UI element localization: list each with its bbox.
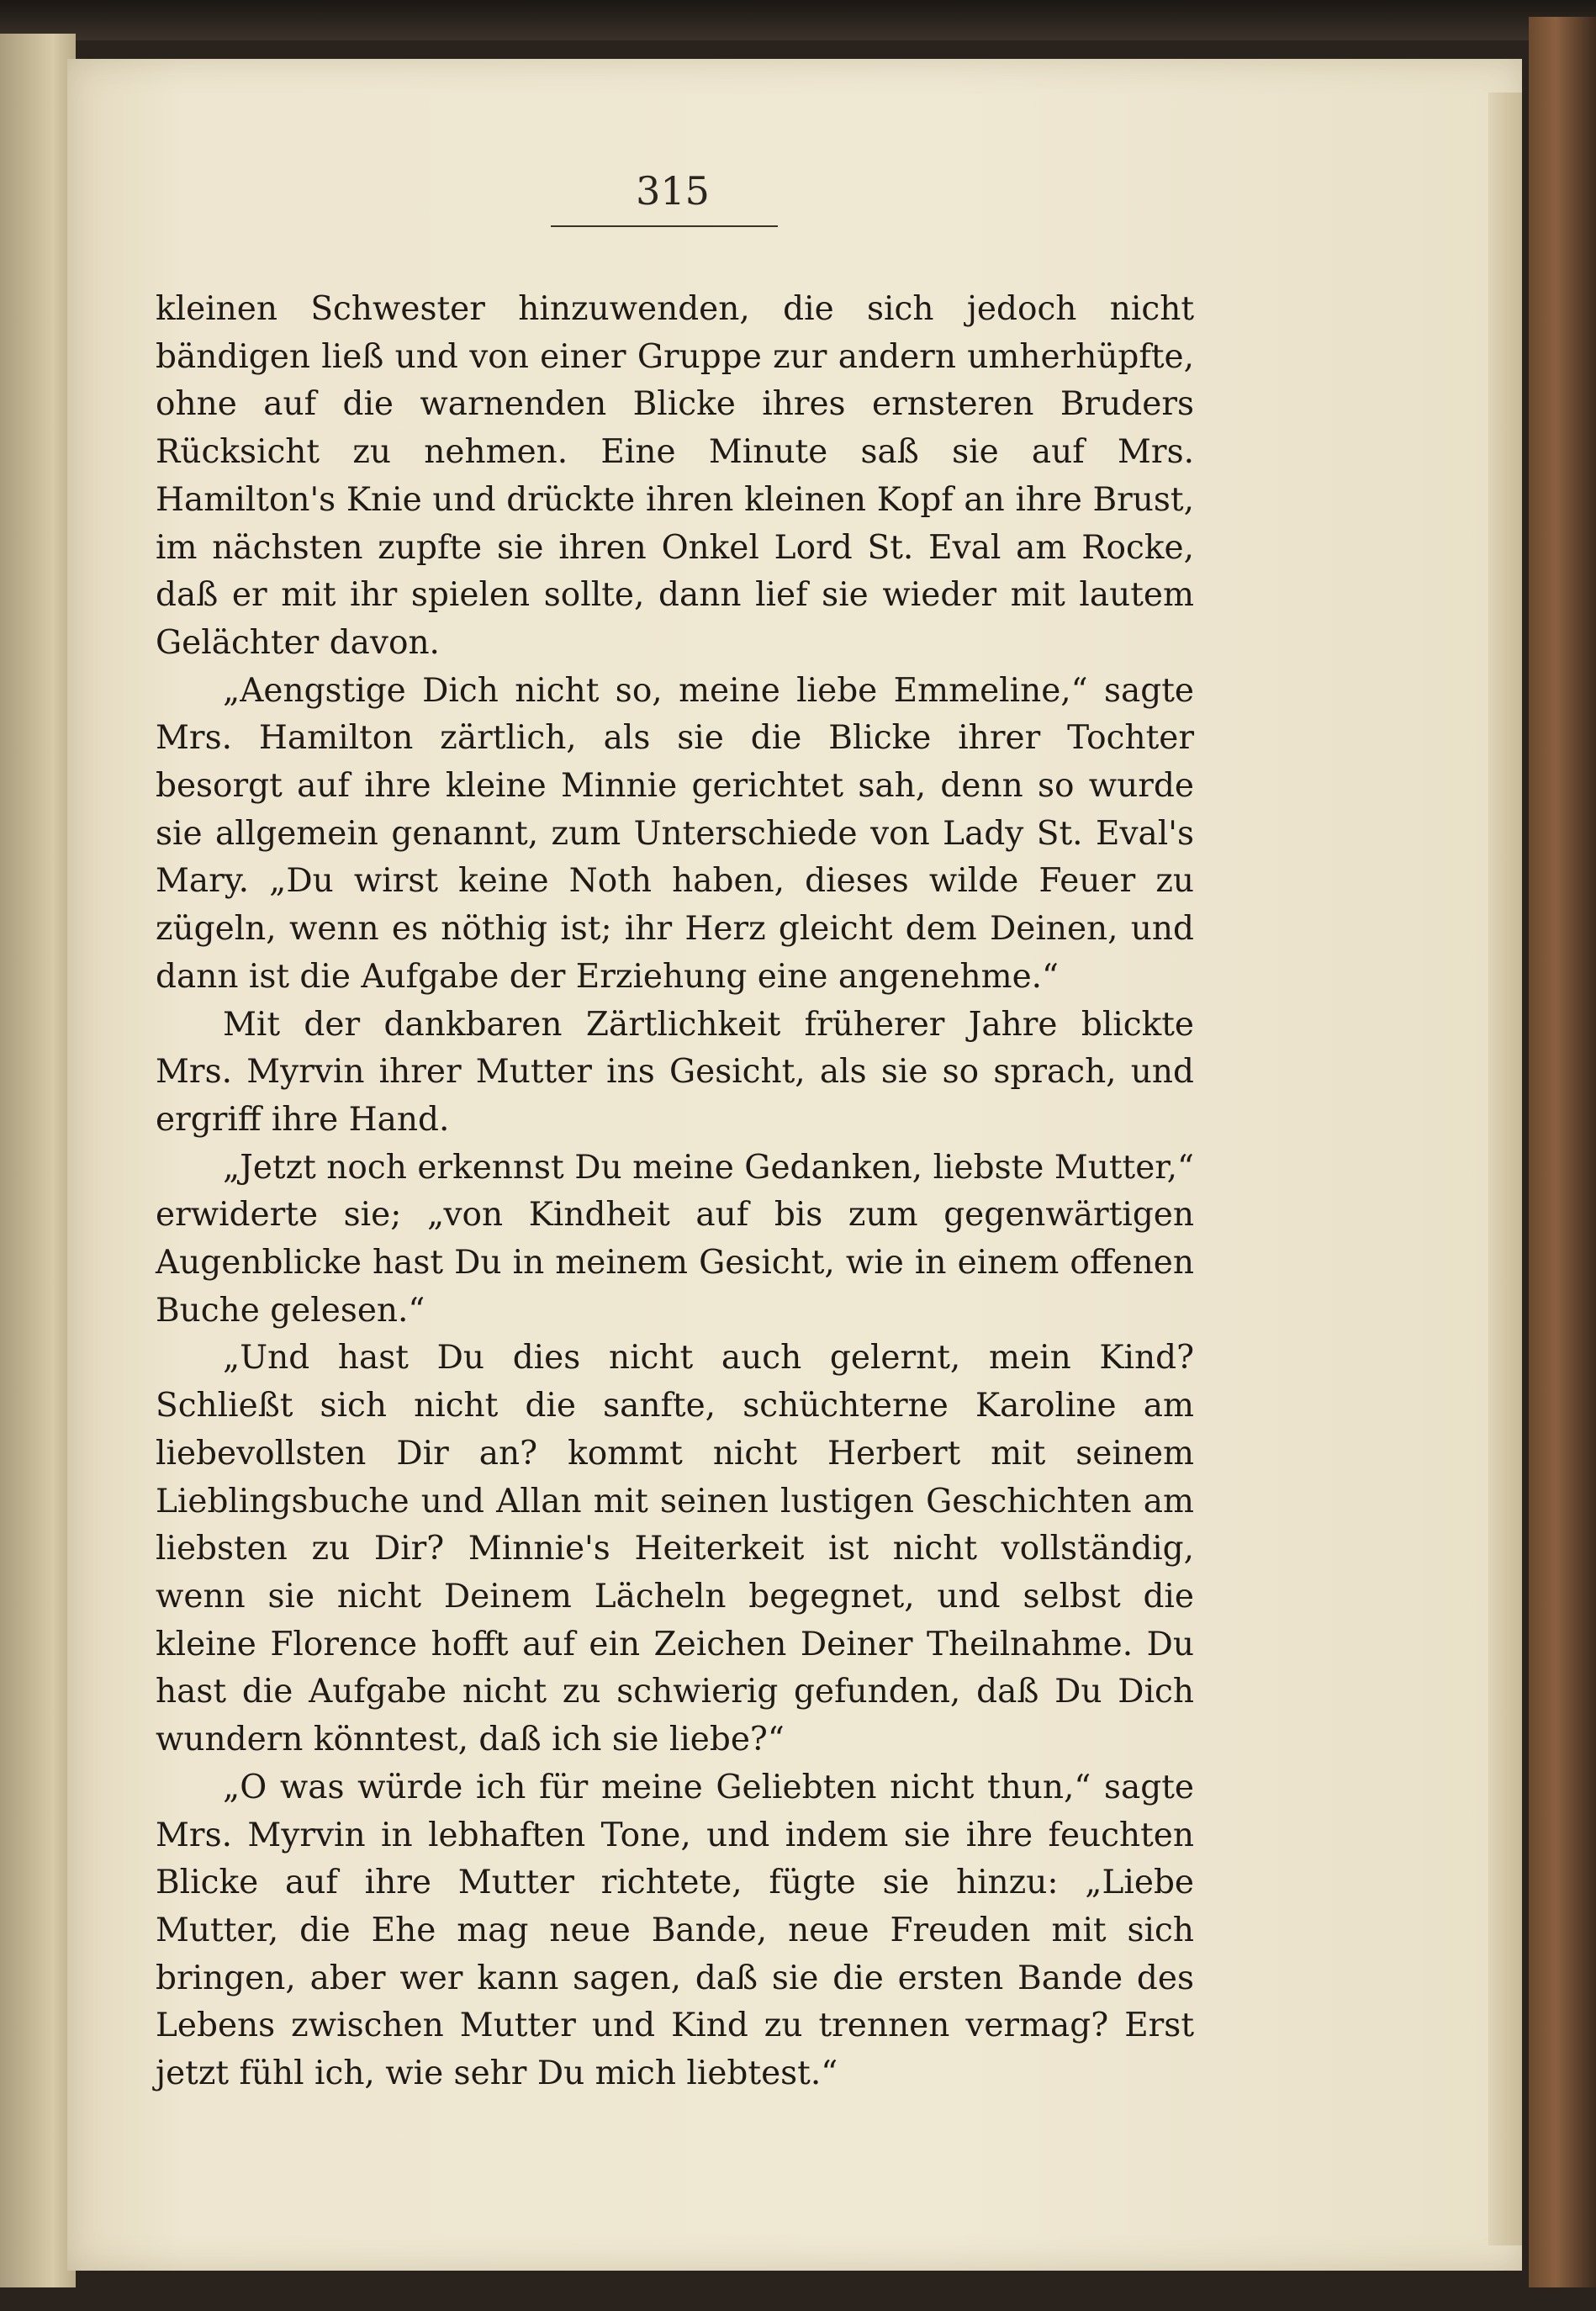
page-number: 315 xyxy=(636,168,710,214)
paragraph-5: „Und hast Du dies nicht auch gelernt, mein Kind? Schließt sich nicht die sanfte, schüchterne Karoline am liebevollsten Dir an? kommt nicht Herbert mit seinem Lieblingsbuche und Allan mit seinen lustigen Geschichten am liebsten zu Dir? Minnie's Heiterkeit ist nicht vollständig, wenn sie nicht Deinem Lächeln begegnet, und selbst die kleine Florence hofft auf ein Zeichen Deiner Theilnahme. Du hast die Aufgabe nicht zu schwierig gefunden, daß Du Dich wundern könntest, daß ich sie liebe?“ xyxy=(156,1339,1194,1759)
paragraph-1: kleinen Schwester hinzuwenden, die sich jedoch nicht bändigen ließ und von einer Gruppe zur andern umherhüpfte, ohne auf die warnenden Blicke ihres ernsteren Bruders Rücksicht zu nehmen. Eine Minute saß sie auf Mrs. Hamilton's Knie und drückte ihren kleinen Kopf an ihre Brust, im nächsten zupfte sie ihren Onkel Lord St. Eval am Rocke, daß er mit ihr spielen sollte, dann lief sie wieder mit lautem Gelächter davon. xyxy=(156,290,1194,662)
body-text xyxy=(156,286,1194,2098)
paragraph-6: „O was würde ich für meine Geliebten nicht thun,“ sagte Mrs. Myrvin in lebhaften Tone, und indem sie ihre feuchten Blicke auf ihre Mutter richtete, fügte sie hinzu: „Liebe Mutter, die Ehe mag neue Bande, neue Freuden mit sich bringen, aber wer kann sagen, daß sie die ersten Bande des Lebens zwischen Mutter und Kind zu trennen vermag? Erst jetzt fühl ich, wie sehr Du mich liebtest.“ xyxy=(156,1768,1194,2093)
paragraph-2: „Aengstige Dich nicht so, meine liebe Emmeline,“ sagte Mrs. Hamilton zärtlich, als sie die Blicke ihrer Tochter besorgt auf ihre kleine Minnie gerichtet sah, denn so wurde sie allgemein genannt, zum Unterschiede von Lady St. Eval's Mary. „Du wirst keine Noth haben, dieses wilde Feuer zu zügeln, wenn es nöthig ist; ihr Herz gleicht dem Deinen, und dann ist die Aufgabe der Erziehung eine angenehme.“ xyxy=(156,671,1194,996)
facing-page-edge xyxy=(0,34,76,2287)
paragraph-4: „Jetzt noch erkennst Du meine Gedanken, liebste Mutter,“ erwiderte sie; „von Kindheit auf bis zum gegenwärtigen Augenblicke hast Du in meinem Gesicht, wie in einem offenen Buche gelesen.“ xyxy=(156,1148,1194,1330)
page-stack-edge xyxy=(1488,93,1522,2245)
paragraph-3: Mit der dankbaren Zärtlichkeit früherer Jahre blickte Mrs. Myrvin ihrer Mutter ins Gesicht, als sie so sprach, und ergriff ihre Hand. xyxy=(156,1005,1194,1139)
book-cover-edge xyxy=(1529,17,1596,2287)
book-top-edge xyxy=(0,0,1596,40)
header-rule xyxy=(551,225,778,227)
